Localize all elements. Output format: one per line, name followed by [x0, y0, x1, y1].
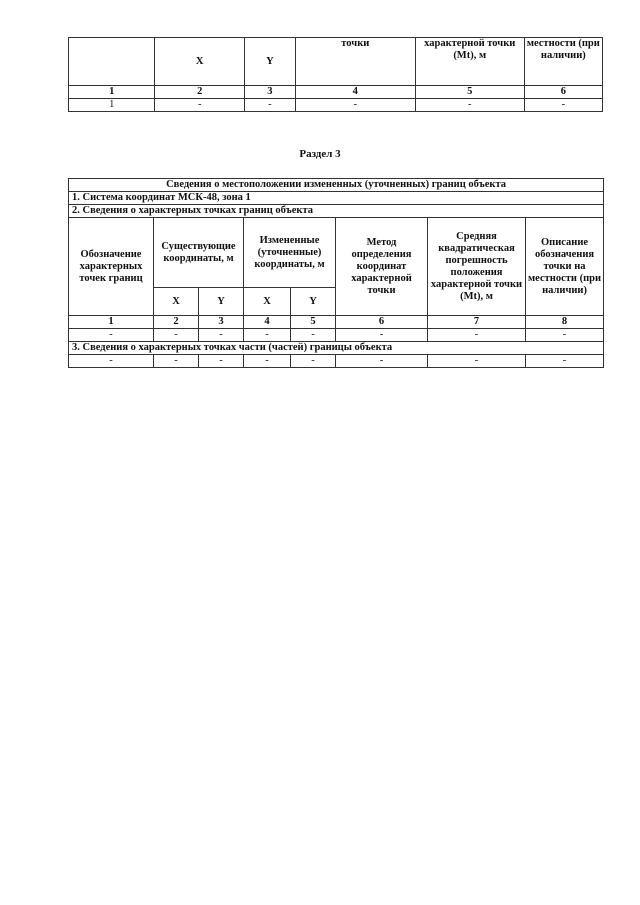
header-cell-x: X — [154, 288, 199, 316]
table-header-row — [69, 218, 604, 288]
number-cell: 1 — [69, 316, 154, 329]
data-cell: - — [524, 99, 602, 112]
number-cell: 6 — [336, 316, 428, 329]
header-cell-y: Y — [199, 288, 244, 316]
data-cell: - — [244, 99, 295, 112]
data-cell: - — [336, 329, 428, 342]
changed-boundaries-table — [68, 178, 604, 368]
data-cell: - — [291, 355, 336, 368]
header-cell-description: Описание обозначения точки на местности (при наличии) — [526, 218, 604, 316]
header-cell-y: Y — [244, 38, 295, 86]
number-cell: 3 — [244, 86, 295, 99]
number-cell: 4 — [244, 316, 291, 329]
subheading-row — [69, 205, 604, 218]
data-cell: - — [336, 355, 428, 368]
data-cell: - — [69, 329, 154, 342]
header-cell-x: X — [155, 38, 245, 86]
number-cell: 6 — [524, 86, 602, 99]
header-cell-existing: Существующие координаты, м — [154, 218, 244, 288]
data-cell: - — [428, 329, 526, 342]
table-number-row — [69, 316, 604, 329]
header-cell — [69, 38, 155, 86]
data-cell: - — [154, 329, 199, 342]
part-boundary-subheading: 3. Сведения о характерных точках части (частей) границы объекта — [69, 342, 604, 355]
table-row — [69, 99, 603, 112]
coordinate-system-subheading: 1. Система координат МСК-48, зона 1 — [69, 192, 604, 205]
number-cell: 2 — [155, 86, 245, 99]
data-cell: - — [199, 355, 244, 368]
data-cell: - — [244, 329, 291, 342]
table-header-row — [69, 38, 603, 86]
header-cell-x: X — [244, 288, 291, 316]
table-heading-row — [69, 179, 604, 192]
header-cell-y: Y — [291, 288, 336, 316]
number-cell: 7 — [428, 316, 526, 329]
subheading-row — [69, 192, 604, 205]
data-cell: - — [295, 99, 415, 112]
header-cell-designation: Обозначение характерных точек границ — [69, 218, 154, 316]
section-title: Раздел 3 — [299, 148, 341, 160]
data-cell: - — [415, 99, 524, 112]
header-cell-error: Средняя квадратическая погрешность положения характерной точки (Mt), м — [428, 218, 526, 316]
table-row — [69, 329, 604, 342]
header-cell-method: Метод определения координат характерной точки — [336, 218, 428, 316]
data-cell: - — [526, 329, 604, 342]
header-cell-changed: Измененные (уточненные) координаты, м — [244, 218, 336, 288]
data-cell: - — [244, 355, 291, 368]
data-cell: - — [155, 99, 245, 112]
data-cell: - — [291, 329, 336, 342]
number-cell: 5 — [291, 316, 336, 329]
subheading-row — [69, 342, 604, 355]
boundary-points-subheading: 2. Сведения о характерных точках границ объекта — [69, 205, 604, 218]
number-cell: 2 — [154, 316, 199, 329]
data-cell: - — [526, 355, 604, 368]
number-cell: 5 — [415, 86, 524, 99]
number-cell: 3 — [199, 316, 244, 329]
data-cell: - — [428, 355, 526, 368]
number-cell: 4 — [295, 86, 415, 99]
coordinates-table-continued — [68, 37, 603, 112]
data-cell: 1 — [69, 99, 155, 112]
header-cell-description: местности (при наличии) — [524, 38, 602, 86]
table-row — [69, 355, 604, 368]
header-cell-error: характерной точки (Mt), м — [415, 38, 524, 86]
number-cell: 8 — [526, 316, 604, 329]
data-cell: - — [199, 329, 244, 342]
number-cell: 1 — [69, 86, 155, 99]
table-number-row — [69, 86, 603, 99]
header-cell-method: точки — [295, 38, 415, 86]
data-cell: - — [69, 355, 154, 368]
table-heading: Сведения о местоположении измененных (уточненных) границ объекта — [69, 179, 604, 192]
data-cell: - — [154, 355, 199, 368]
